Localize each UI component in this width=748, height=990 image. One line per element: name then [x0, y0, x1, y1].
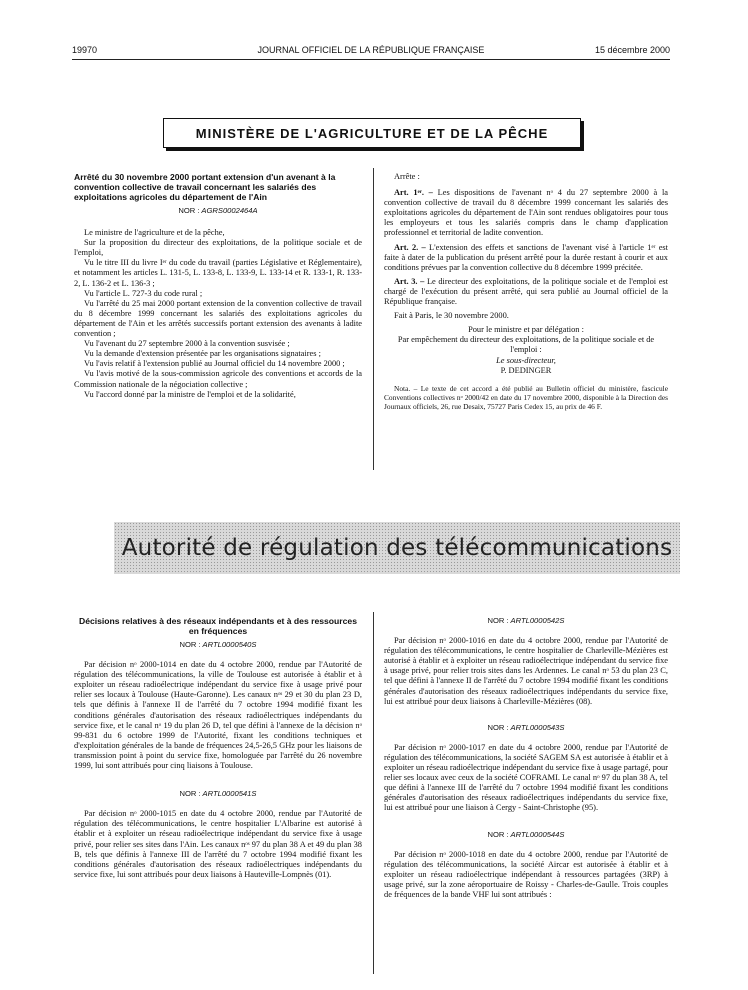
nor-value: ARTL0000542S — [510, 616, 565, 625]
page-header — [72, 45, 670, 59]
arrete-paragraph: Vu l'article L. 727-3 du code rural ; — [84, 288, 203, 298]
arrete-paragraph: Vu l'avis relatif à l'extension publié au Journal officiel du 14 novembre 2000 ; — [84, 359, 345, 369]
arrete-title: Arrêté du 30 novembre 2000 portant extension d'un avenant à la convention collective de travail concernant les salariés des exploitations agricoles du département de l'Ain — [74, 172, 336, 202]
signature-name: P. DEDINGER — [500, 365, 552, 375]
article-text: Les dispositions de l'avenant nᵒ 4 du 27 septembre 2000 à la convention collective de travail du 8 décembre 1999 concernant les salariés des exploitations agricoles du département de l'Ain sont rendues obligatoires pour tous les employeurs et tous les salariés compris dans le champ d'application professionnel et territorial de ladite convention. — [384, 188, 668, 238]
decisions-title: Décisions relatives à des réseaux indépendants et à des ressources en fréquences — [78, 616, 357, 636]
column-divider — [373, 168, 374, 470]
arrete-paragraph: Vu le titre III du livre Iᵉʳ du code du travail (parties Législative et Réglementaire), et notamment les articles L. 131-5, L. 133-8, L. 133-9, L. 133-14 et R. 133-1, R. 133-2, L. 136-2 et L. 136-3 ; — [74, 258, 362, 288]
ministry-title-box — [163, 118, 581, 148]
page-number: 19970 — [72, 45, 98, 55]
decision-nor — [384, 723, 668, 733]
decision-nor — [384, 616, 668, 626]
nor-label: NOR : — [179, 640, 201, 649]
ministry-title: MINISTÈRE DE L'AGRICULTURE ET DE LA PÊCHE — [195, 125, 549, 141]
nor-value: ARTL0000540S — [202, 640, 257, 649]
fait-a-paris: Fait à Paris, le 30 novembre 2000. — [394, 311, 509, 321]
arrete-left-column — [74, 172, 362, 400]
nor-value: AGRS0002464A — [201, 206, 258, 215]
article-label: Art. 3. – — [394, 276, 425, 286]
arrete-paragraph: Vu l'avis motivé de la sous-commission agricole des conventions et accords de la Commission nationale de la négociation collective ; — [74, 369, 362, 389]
arrete-nor — [74, 206, 362, 216]
decisions-right-column — [384, 616, 668, 900]
arrete-paragraph: Sur la proposition du directeur des exploitations, de la politique sociale et de l'emploi, — [74, 238, 362, 258]
nota: Nota. – Le texte de cet accord a été publié au Bulletin officiel du ministère, fascicule Conventions collectives nᵒ 2000/42 en date du 17 novembre 2000, disponible à la Direction des Journaux officiels, 26, rue Desaix, 75727 Paris Cedex 15, au prix de 46 F. — [384, 383, 668, 411]
article-2 — [384, 243, 668, 273]
nor-label: NOR : — [178, 206, 200, 215]
nor-value: ARTL0000541S — [202, 789, 257, 799]
arrete-paragraph: Vu l'accord donné par la ministre de l'emploi et de la solidarité, — [84, 389, 296, 399]
decision-nor — [384, 830, 668, 840]
decisions-left-column — [74, 616, 362, 880]
arrete-paragraph: Le ministre de l'agriculture et de la pêche, — [84, 228, 225, 238]
column-divider — [373, 612, 374, 974]
nor-value: ARTL0000543S — [510, 722, 565, 732]
signature-line: Le sous-directeur, — [496, 355, 556, 365]
nor-value: ARTL0000544S — [510, 829, 565, 839]
nor-label: NOR : — [487, 829, 509, 839]
arrete-paragraph: Vu l'avenant du 27 septembre 2000 à la convention susvisée ; — [84, 339, 290, 349]
article-text: Le directeur des exploitations, de la politique sociale et de l'emploi est chargé de l'exécution du présent arrêté, qui sera publié au Journal officiel de la République française. — [384, 276, 668, 307]
header-rule — [72, 59, 670, 60]
arrete-paragraph: Vu la demande d'extension présentée par les organisations signataires ; — [84, 349, 321, 359]
article-1 — [384, 188, 668, 238]
article-label: Art. 1ᵉʳ. – — [394, 188, 433, 198]
decision-text: Par décision nᵒ 2000-1017 en date du 4 octobre 2000, rendue par l'Autorité de régulation des télécommunications, la société SAGEM SA est autorisée à établir et à exploiter un réseau radioélectrique indépendant du service fixe à usage partagé, pour relier ses locaux avec ceux de la société COFRAMI. Le canal nᵒ 97 du plan 38 A, tel que défini à l'annexe III de l'arrêté du 7 octobre 1994 modifié fixant les conditions générales d'autorisation des réseaux radioélectriques indépendants du service fixe, lui est attribué pour une liaison à Cergy - Saint-Christophe (95). — [384, 742, 668, 813]
article-3 — [384, 277, 668, 307]
arrete-right-column — [384, 172, 668, 411]
nor-label: NOR : — [487, 616, 509, 625]
journal-title: JOURNAL OFFICIEL DE LA RÉPUBLIQUE FRANÇAISE — [257, 45, 485, 55]
decision-text: Par décision nᵒ 2000-1015 en date du 4 octobre 2000, rendue par l'Autorité de régulation des télécommunications, le centre hospitalier L'Albarine est autorisé à établir et à exploiter un réseau radioélectrique indépendant du service fixe à usage privé, pour relier ses sites dans l'Ain. Les canaux nᵒˢ 97 du plan 38 A et 49 du plan 38 B, tels que définis à l'annexe III de l'arrêté du 7 octobre 1994 modifié fixant les conditions générales d'autorisation des réseaux radioélectriques indépendants du service fixe, lui sont attribués pour deux liaisons à Hauteville-Lompnès (01). — [74, 809, 362, 879]
decision-text: Par décision nᵒ 2000-1018 en date du 4 octobre 2000, rendue par l'Autorité de régulation des télécommunications, la société Aircar est autorisée à établir et à exploiter un réseau radioélectrique indépendant à ressources partagées (3RP) à usage privé, sur la zone aéroportuaire de Roissy - Charles-de-Gaulle. Trois couples de fréquences de la bande VHF lui sont attribués : — [384, 849, 668, 899]
arrete-label: Arrête : — [394, 172, 420, 181]
decision-nor — [74, 640, 362, 650]
arrete-paragraph: Vu l'arrêté du 25 mai 2000 portant extension de la convention collective de travail du 8 décembre 1999 concernant les salariés des exploitations agricoles du département de l'Ain et les arrêtés successifs portant extension des avenants à ladite convention ; — [74, 298, 362, 339]
decision-text: Par décision nᵒ 2000-1014 en date du 4 octobre 2000, rendue par l'Autorité de régulation des télécommunications, la ville de Toulouse est autorisée à établir et à exploiter un réseau radioélectrique indépendant du service fixe à usage privé pour relier ses locaux à Toulouse (Haute-Garonne). Les canaux nᵒˢ 29 et 30 du plan 23 D, tels que définis à l'annexe II de l'arrêté du 7 octobre 1994 modifié fixant les conditions générales d'autorisation des réseaux radioélectriques indépendants du service fixe, et le canal nᵒ 19 du plan 26 D, tel que défini à l'annexe de la décision nᵒ 99-831 du 6 octobre 1999 de l'Autorité, fixant les conditions techniques et d'exploitation générales de la bande de fréquences 24,5-26,5 GHz pour les liaisons de transmission point à point du service fixe, homologuée par l'arrêté du 26 novembre 1999, lui sont attribués pour cinq liaisons à Toulouse. — [74, 660, 362, 771]
decision-nor — [74, 789, 362, 799]
article-text: L'extension des effets et sanctions de l'avenant visé à l'article 1ᵉʳ est faite à dater de la publication du présent arrêté pour la durée restant à courir et aux conditions prévues par la convention collective du 8 décembre 1999 précitée. — [384, 242, 669, 272]
authority-title: Autorité de régulation des télécommunications — [121, 535, 673, 561]
authority-banner — [114, 522, 680, 574]
signature-line: Pour le ministre et par délégation : — [468, 325, 584, 335]
nor-label: NOR : — [487, 722, 509, 732]
article-label: Art. 2. – — [394, 242, 426, 252]
signature-line: Par empêchement du directeur des exploitations, de la politique sociale et de l'emploi : — [397, 335, 655, 355]
nor-label: NOR : — [179, 789, 201, 799]
decision-text: Par décision nᵒ 2000-1016 en date du 4 octobre 2000, rendue par l'Autorité de régulation des télécommunications, le centre hospitalier de Charleville-Mézières est autorisé à établir et à exploiter un réseau radioélectrique indépendant du service fixe à usage privé, pour relier trois sites dans les Ardennes. Le canal nᵒ 53 du plan 23 C, tel que défini à l'annexe II de l'arrêté du 7 octobre 1994 modifié fixant les conditions générales d'autorisation des réseaux radioélectriques indépendants du service fixe, lui est attribué pour deux liaisons à Charleville-Mézières (08). — [384, 636, 668, 706]
publication-date: 15 décembre 2000 — [594, 45, 670, 55]
